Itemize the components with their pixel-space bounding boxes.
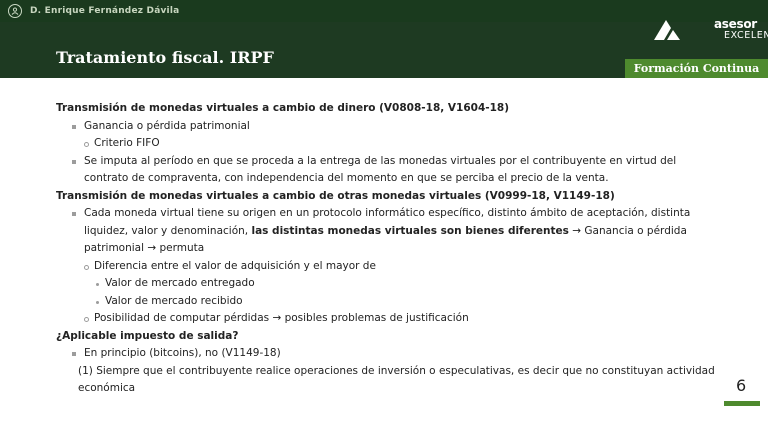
page-number: 6 — [736, 376, 747, 395]
logo-mark-icon — [652, 18, 682, 42]
bold-highlight: las distintas monedas virtuales son bienes diferentes — [251, 224, 569, 237]
square-bullet-icon — [72, 212, 76, 216]
user-icon — [8, 4, 22, 18]
list-item: Criterio FIFO — [56, 135, 716, 153]
heading-otras-monedas: Transmisión de monedas virtuales a cambio de otras monedas virtuales (V0999-18, V1149-18) — [56, 189, 615, 202]
square-bullet-icon — [72, 352, 76, 356]
slide-title: Tratamiento fiscal. IRPF — [56, 48, 274, 67]
slide-content — [56, 100, 716, 398]
list-item: Diferencia entre el valor de adquisición y el mayor de — [56, 258, 716, 276]
logo-text-excelente: EXCELENTE — [724, 30, 784, 41]
page-number-bar — [724, 401, 760, 406]
logo-text-asesor: asesor — [714, 17, 757, 31]
square-bullet-icon — [72, 160, 76, 164]
list-item: Valor de mercado entregado — [56, 275, 716, 293]
logo — [652, 18, 784, 42]
heading-impuesto-salida: ¿Aplicable impuesto de salida? — [56, 329, 239, 342]
list-item: Cada moneda virtual tiene su origen en un protocolo informático específico, distinto ámbito de aceptación, distinta liquidez, valor y denominación, las distintas monedas virtuales son bienes diferentes → Ganancia o pérdida patrimonial → permuta — [56, 205, 716, 258]
circle-bullet-icon — [84, 265, 89, 270]
list-item: Se imputa al período en que se proceda a la entrega de las monedas virtuales por el contribuyente en virtud del contrato de compraventa, con independencia del momento en que se perciba el precio de la venta. — [56, 153, 716, 188]
list-item: Valor de mercado recibido — [56, 293, 716, 311]
footnote: (1) Siempre que el contribuyente realice operaciones de inversión o especulativas, es decir que no constituyan actividad económica — [78, 364, 715, 394]
formacion-continua-badge: Formación Continua — [625, 59, 768, 78]
heading-dinero: Transmisión de monedas virtuales a cambio de dinero (V0808-18, V1604-18) — [56, 102, 510, 114]
circle-bullet-icon — [84, 317, 89, 322]
dot-bullet-icon — [96, 301, 99, 304]
list-item: En principio (bitcoins), no (V1149-18) — [56, 345, 716, 363]
presenter — [8, 4, 179, 18]
dot-bullet-icon — [96, 283, 99, 286]
list-item: Posibilidad de computar pérdidas → posibles problemas de justificación — [56, 310, 716, 328]
square-bullet-icon — [72, 125, 76, 129]
presenter-name: D. Enrique Fernández Dávila — [30, 6, 180, 16]
circle-bullet-icon — [84, 142, 89, 147]
list-item: Ganancia o pérdida patrimonial — [56, 118, 716, 136]
